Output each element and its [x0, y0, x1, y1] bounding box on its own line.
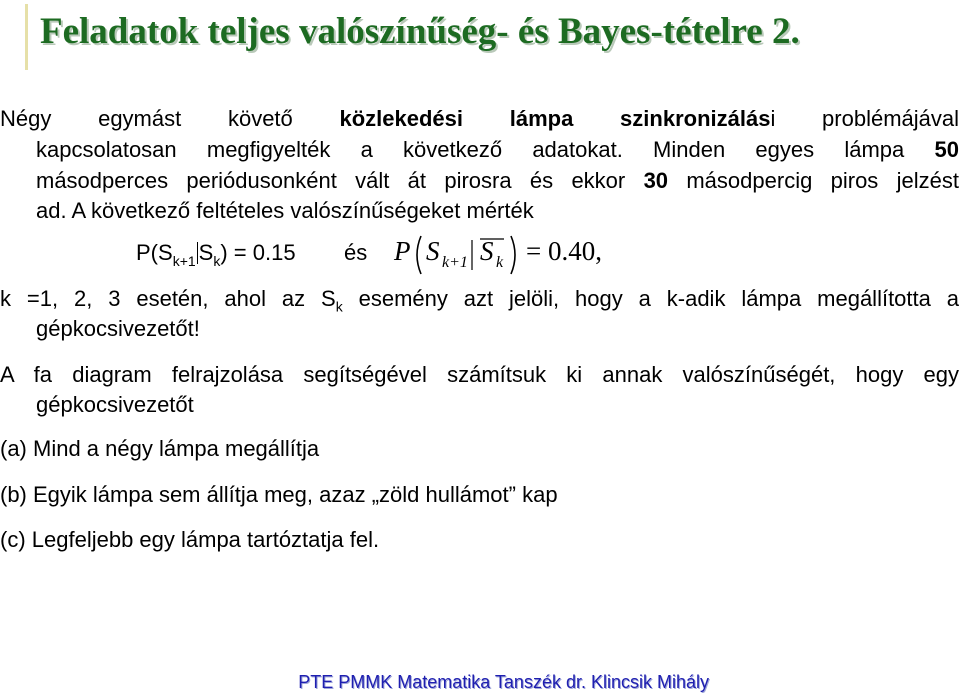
paragraph-1-word: egymást — [98, 106, 182, 131]
item-a: (a) Mind a négy lámpa megállítja — [0, 436, 320, 461]
paragraph-1-line-3-a: másodperces periódusonként vált át pirosra és ekkor — [36, 168, 626, 193]
formula-left-p: P(S — [136, 240, 173, 265]
formula-left-sub2: k — [213, 253, 221, 269]
title-accent-line — [25, 4, 28, 70]
paragraph-1-line-1-words — [0, 104, 959, 134]
footer-credit: PTE PMMK Matematika Tanszék dr. Klincsik Mihály — [298, 672, 709, 692]
math-sub2: k — [496, 254, 504, 271]
paragraph-1-line-2-text — [36, 135, 959, 165]
paragraph-3-line-1 — [0, 360, 959, 390]
paragraph-3-line-1-text: A fa diagram felrajzolása segítségével számítsuk ki annak valószínűségét, hogy egy — [0, 362, 959, 387]
math-s2: S — [480, 236, 494, 266]
math-p: P — [394, 236, 411, 266]
paragraph-1-line-3-b: másodpercig piros jelzést — [686, 168, 959, 193]
formula-right — [394, 232, 654, 278]
paragraph-1-word: Négy — [0, 106, 52, 131]
math-brackets — [394, 232, 544, 278]
item-b: (b) Egyik lámpa sem állítja meg, azaz „zöld hullámot” kap — [0, 482, 558, 507]
paragraph-2-sub: k — [335, 298, 343, 315]
paragraph-3-line-2: gépkocsivezetőt — [36, 392, 194, 417]
conditional-probabilities — [136, 232, 836, 278]
math-sub1: k+1 — [442, 254, 468, 271]
given-bar — [197, 242, 198, 264]
paragraph-1-line-1 — [0, 104, 959, 134]
paragraph-1-line-4: ad. A következő feltételes valószínűségeket mérték — [36, 198, 534, 223]
item-c: (c) Legfeljebb egy lámpa tartóztatja fel. — [0, 527, 380, 552]
paragraph-1-line-2 — [0, 135, 959, 165]
math-s1: S — [426, 236, 440, 266]
paragraph-1-word: szinkronizálási — [620, 106, 776, 131]
formula-left-rest: ) = 0.15 — [220, 240, 296, 265]
paragraph-2-line-1-b: esemény azt jelöli, hogy a k-adik lámpa megállította a — [358, 286, 959, 311]
paragraph-1-line-3-text — [36, 166, 959, 196]
formula-connector: és — [344, 240, 368, 265]
math-rest: = 0.40, — [526, 236, 602, 266]
paragraph-2-line-1-a: k =1, 2, 3 esetén, ahol az S — [0, 286, 336, 311]
paragraph-1-line-2-main: kapcsolatosan megfigyelték a következő adatokat. Minden egyes lámpa — [36, 137, 905, 162]
red-seconds: 30 — [643, 168, 669, 193]
paragraph-1-word: lámpa — [509, 106, 574, 131]
formula-left — [136, 240, 296, 269]
paragraph-1-word: követő — [227, 106, 293, 131]
paragraph-1-word: közlekedési — [339, 106, 464, 131]
period-seconds: 50 — [934, 137, 959, 162]
formula-left-sub1: k+1 — [172, 253, 196, 269]
paragraph-1-word: problémájával — [822, 106, 959, 131]
paragraph-1-line-3 — [0, 166, 959, 196]
paragraph-2-line-2: gépkocsivezetőt! — [36, 316, 200, 341]
formula-left-s2: S — [198, 240, 214, 265]
page-title: Feladatok teljes valószínűség- és Bayes-tételre 2. — [40, 11, 800, 52]
